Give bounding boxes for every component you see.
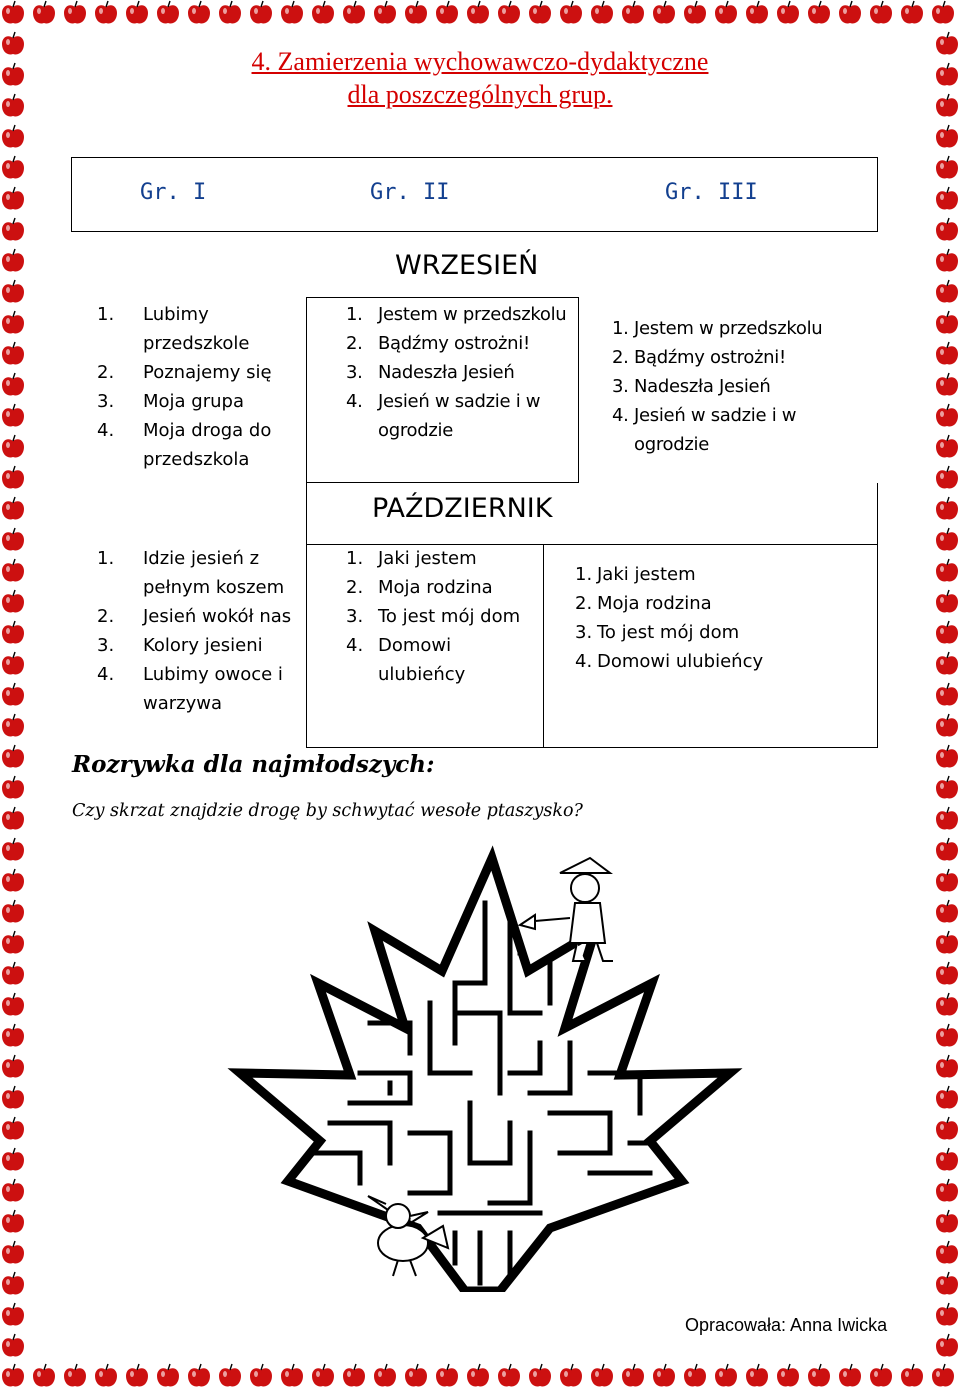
apple-icon: [682, 1363, 708, 1389]
month-heading-september: WRZESIEŃ: [395, 250, 539, 281]
apple-icon: [589, 0, 615, 26]
list-item: 4. Jesień w sadzie i w ogrodzie: [612, 405, 797, 455]
apple-icon: [527, 0, 553, 26]
list-item: 3. Moja grupa: [97, 391, 244, 412]
apple-icon: [0, 217, 26, 243]
apple-icon: [744, 0, 770, 26]
apple-icon: [0, 837, 26, 863]
apple-icon: [934, 527, 960, 553]
apple-icon: [934, 1147, 960, 1173]
apple-icon: [0, 1116, 26, 1142]
apple-icon: [934, 682, 960, 708]
apple-icon: [934, 930, 960, 956]
list-item: 1. Jestem w przedszkolu: [612, 318, 823, 339]
apple-icon: [744, 1363, 770, 1389]
apple-icon: [62, 0, 88, 26]
list-item: 3. To jest mój dom: [575, 622, 740, 643]
list-item: 2. Bądźmy ostrożni!: [612, 347, 786, 368]
apple-icon: [934, 620, 960, 646]
apple-icon: [934, 837, 960, 863]
apple-icon: [0, 186, 26, 212]
apple-icon: [0, 1363, 26, 1389]
apple-icon: [589, 1363, 615, 1389]
apple-icon: [651, 0, 677, 26]
apple-icon: [465, 1363, 491, 1389]
sept-group-2-list: [346, 300, 574, 445]
apple-icon: [651, 1363, 677, 1389]
maple-leaf-maze-image: [210, 843, 760, 1292]
apple-icon: [0, 248, 26, 274]
list-item: 4. Jesień w sadzie i w ogrodzie: [346, 391, 541, 441]
apple-icon: [934, 279, 960, 305]
apple-icon: [403, 1363, 429, 1389]
apple-icon: [934, 465, 960, 491]
apple-icon: [0, 279, 26, 305]
apple-icon: [279, 1363, 305, 1389]
apple-icon: [0, 496, 26, 522]
apple-icon: [0, 124, 26, 150]
list-item: 2. Moja rodzina: [575, 593, 712, 614]
apple-icon: [31, 0, 57, 26]
list-item: 1. Jaki jestem: [575, 564, 696, 585]
entertainment-heading: Rozrywka dla najmłodszych:: [72, 751, 435, 778]
list-item: 4. Lubimy owoce i warzywa: [97, 664, 283, 714]
apple-icon: [899, 0, 925, 26]
apple-icon: [934, 1240, 960, 1266]
apple-icon: [934, 341, 960, 367]
apple-icon: [934, 310, 960, 336]
apple-icon: [775, 0, 801, 26]
list-item: 4. Domowi ulubieńcy: [575, 651, 764, 672]
apple-icon: [0, 1147, 26, 1173]
apple-icon: [0, 868, 26, 894]
apple-icon: [0, 0, 26, 26]
apple-icon: [837, 1363, 863, 1389]
list-item: 1. Jaki jestem: [346, 548, 477, 569]
apple-icon: [217, 0, 243, 26]
apple-icon: [0, 992, 26, 1018]
group-1-header: Gr. I: [140, 180, 207, 205]
apple-icon: [620, 0, 646, 26]
apple-icon: [0, 527, 26, 553]
apple-icon: [155, 1363, 181, 1389]
apple-icon: [372, 0, 398, 26]
apple-icon: [713, 0, 739, 26]
apple-icon: [934, 124, 960, 150]
sept-group-1-list: [97, 300, 302, 474]
apple-icon: [0, 806, 26, 832]
list-item: 2. Moja rodzina: [346, 577, 493, 598]
apple-icon: [934, 775, 960, 801]
apple-icon: [0, 1054, 26, 1080]
apple-icon: [186, 1363, 212, 1389]
apple-icon: [0, 1178, 26, 1204]
list-item: 3. Nadeszła Jesień: [612, 376, 771, 397]
apple-icon: [682, 0, 708, 26]
list-item: 2. Jesień wokół nas: [97, 606, 292, 627]
apple-icon: [0, 682, 26, 708]
apple-icon: [806, 0, 832, 26]
apple-icon: [0, 1240, 26, 1266]
apple-icon: [0, 1302, 26, 1328]
group-3-header: Gr. III: [665, 180, 758, 205]
apple-icon: [934, 868, 960, 894]
apple-icon: [217, 1363, 243, 1389]
apple-icon: [496, 0, 522, 26]
apple-icon: [934, 186, 960, 212]
apple-icon: [248, 0, 274, 26]
list-item: 3. Kolory jesieni: [97, 635, 263, 656]
oct-group-2-list: [346, 544, 541, 689]
apple-icon: [934, 1271, 960, 1297]
group-2-header: Gr. II: [370, 180, 450, 205]
apple-icon: [124, 0, 150, 26]
apple-icon: [0, 1333, 26, 1359]
page-title: 4. Zamierzenia wychowawczo-dydaktyczne dla poszczególnych grup.: [251, 47, 709, 109]
apple-icon: [934, 372, 960, 398]
apple-icon: [934, 961, 960, 987]
apple-icon: [186, 0, 212, 26]
author-credit: Opracowała: Anna Iwicka: [685, 1315, 888, 1335]
list-item: 1. Idzie jesień z pełnym koszem: [97, 548, 285, 598]
apple-icon: [934, 155, 960, 181]
apple-icon: [899, 1363, 925, 1389]
apple-icon: [403, 0, 429, 26]
apple-icon: [434, 1363, 460, 1389]
apple-icon: [93, 1363, 119, 1389]
apple-icon: [0, 434, 26, 460]
apple-icon: [0, 930, 26, 956]
list-item: 1. Jestem w przedszkolu: [346, 304, 567, 325]
apple-icon: [775, 1363, 801, 1389]
apple-icon: [372, 1363, 398, 1389]
oct-group-1-list: [97, 544, 302, 718]
apple-icon: [0, 465, 26, 491]
apple-icon: [620, 1363, 646, 1389]
apple-icon: [93, 0, 119, 26]
apple-icon: [0, 310, 26, 336]
month-heading-october: PAŹDZIERNIK: [372, 493, 553, 524]
apple-icon: [0, 1209, 26, 1235]
apple-icon: [62, 1363, 88, 1389]
apple-icon: [0, 1023, 26, 1049]
list-item: 4. Domowi ulubieńcy: [346, 635, 466, 685]
apple-icon: [934, 1054, 960, 1080]
apple-icon: [0, 620, 26, 646]
apple-icon: [934, 744, 960, 770]
apple-icon: [934, 403, 960, 429]
apple-icon: [868, 1363, 894, 1389]
list-item: 2. Bądźmy ostrożni!: [346, 333, 530, 354]
apple-icon: [0, 1085, 26, 1111]
apple-icon: [837, 0, 863, 26]
apple-icon: [248, 1363, 274, 1389]
list-item: 1. Lubimy przedszkole: [97, 304, 250, 354]
apple-icon: [930, 0, 956, 26]
apple-icon: [934, 589, 960, 615]
apple-icon: [496, 1363, 522, 1389]
apple-icon: [934, 992, 960, 1018]
apple-icon: [31, 1363, 57, 1389]
apple-icon: [934, 217, 960, 243]
apple-icon: [0, 744, 26, 770]
apple-icon: [155, 0, 181, 26]
oct-group-3-list: [575, 560, 875, 676]
apple-icon: [434, 0, 460, 26]
apple-icon: [934, 1023, 960, 1049]
apple-icon: [934, 1302, 960, 1328]
apple-icon: [124, 1363, 150, 1389]
apple-icon: [558, 0, 584, 26]
apple-icon: [341, 0, 367, 26]
apple-icon: [0, 899, 26, 925]
apple-icon: [0, 558, 26, 584]
apple-icon: [934, 806, 960, 832]
apple-icon: [868, 0, 894, 26]
apple-icon: [465, 0, 491, 26]
apple-icon: [934, 434, 960, 460]
apple-icon: [713, 1363, 739, 1389]
apple-icon: [310, 1363, 336, 1389]
apple-icon: [0, 372, 26, 398]
apple-icon: [0, 341, 26, 367]
apple-icon: [934, 899, 960, 925]
apple-icon: [558, 1363, 584, 1389]
apple-icon: [934, 1209, 960, 1235]
apple-icon: [934, 1333, 960, 1359]
apple-icon: [934, 1116, 960, 1142]
apple-icon: [806, 1363, 832, 1389]
apple-icon: [0, 961, 26, 987]
apple-icon: [934, 1178, 960, 1204]
apple-icon: [934, 496, 960, 522]
apple-icon: [0, 775, 26, 801]
apple-icon: [0, 403, 26, 429]
list-item: 2. Poznajemy się: [97, 362, 272, 383]
apple-icon: [934, 558, 960, 584]
apple-icon: [0, 1271, 26, 1297]
apple-icon: [310, 0, 336, 26]
apple-icon: [934, 651, 960, 677]
apple-icon: [934, 713, 960, 739]
apple-icon: [934, 248, 960, 274]
apple-icon: [0, 589, 26, 615]
apple-icon: [0, 155, 26, 181]
apple-icon: [930, 1363, 956, 1389]
list-item: 3. To jest mój dom: [346, 606, 521, 627]
list-item: 4. Moja droga do przedszkola: [97, 420, 272, 470]
sept-group-3-list: [612, 314, 874, 459]
apple-icon: [341, 1363, 367, 1389]
apple-icon: [0, 651, 26, 677]
apple-icon: [934, 1085, 960, 1111]
maze-question: Czy skrzat znajdzie drogę by schwytać wesołe ptaszysko?: [72, 801, 583, 821]
apple-icon: [0, 713, 26, 739]
apple-icon: [527, 1363, 553, 1389]
list-item: 3. Nadeszła Jesień: [346, 362, 515, 383]
apple-icon: [279, 0, 305, 26]
